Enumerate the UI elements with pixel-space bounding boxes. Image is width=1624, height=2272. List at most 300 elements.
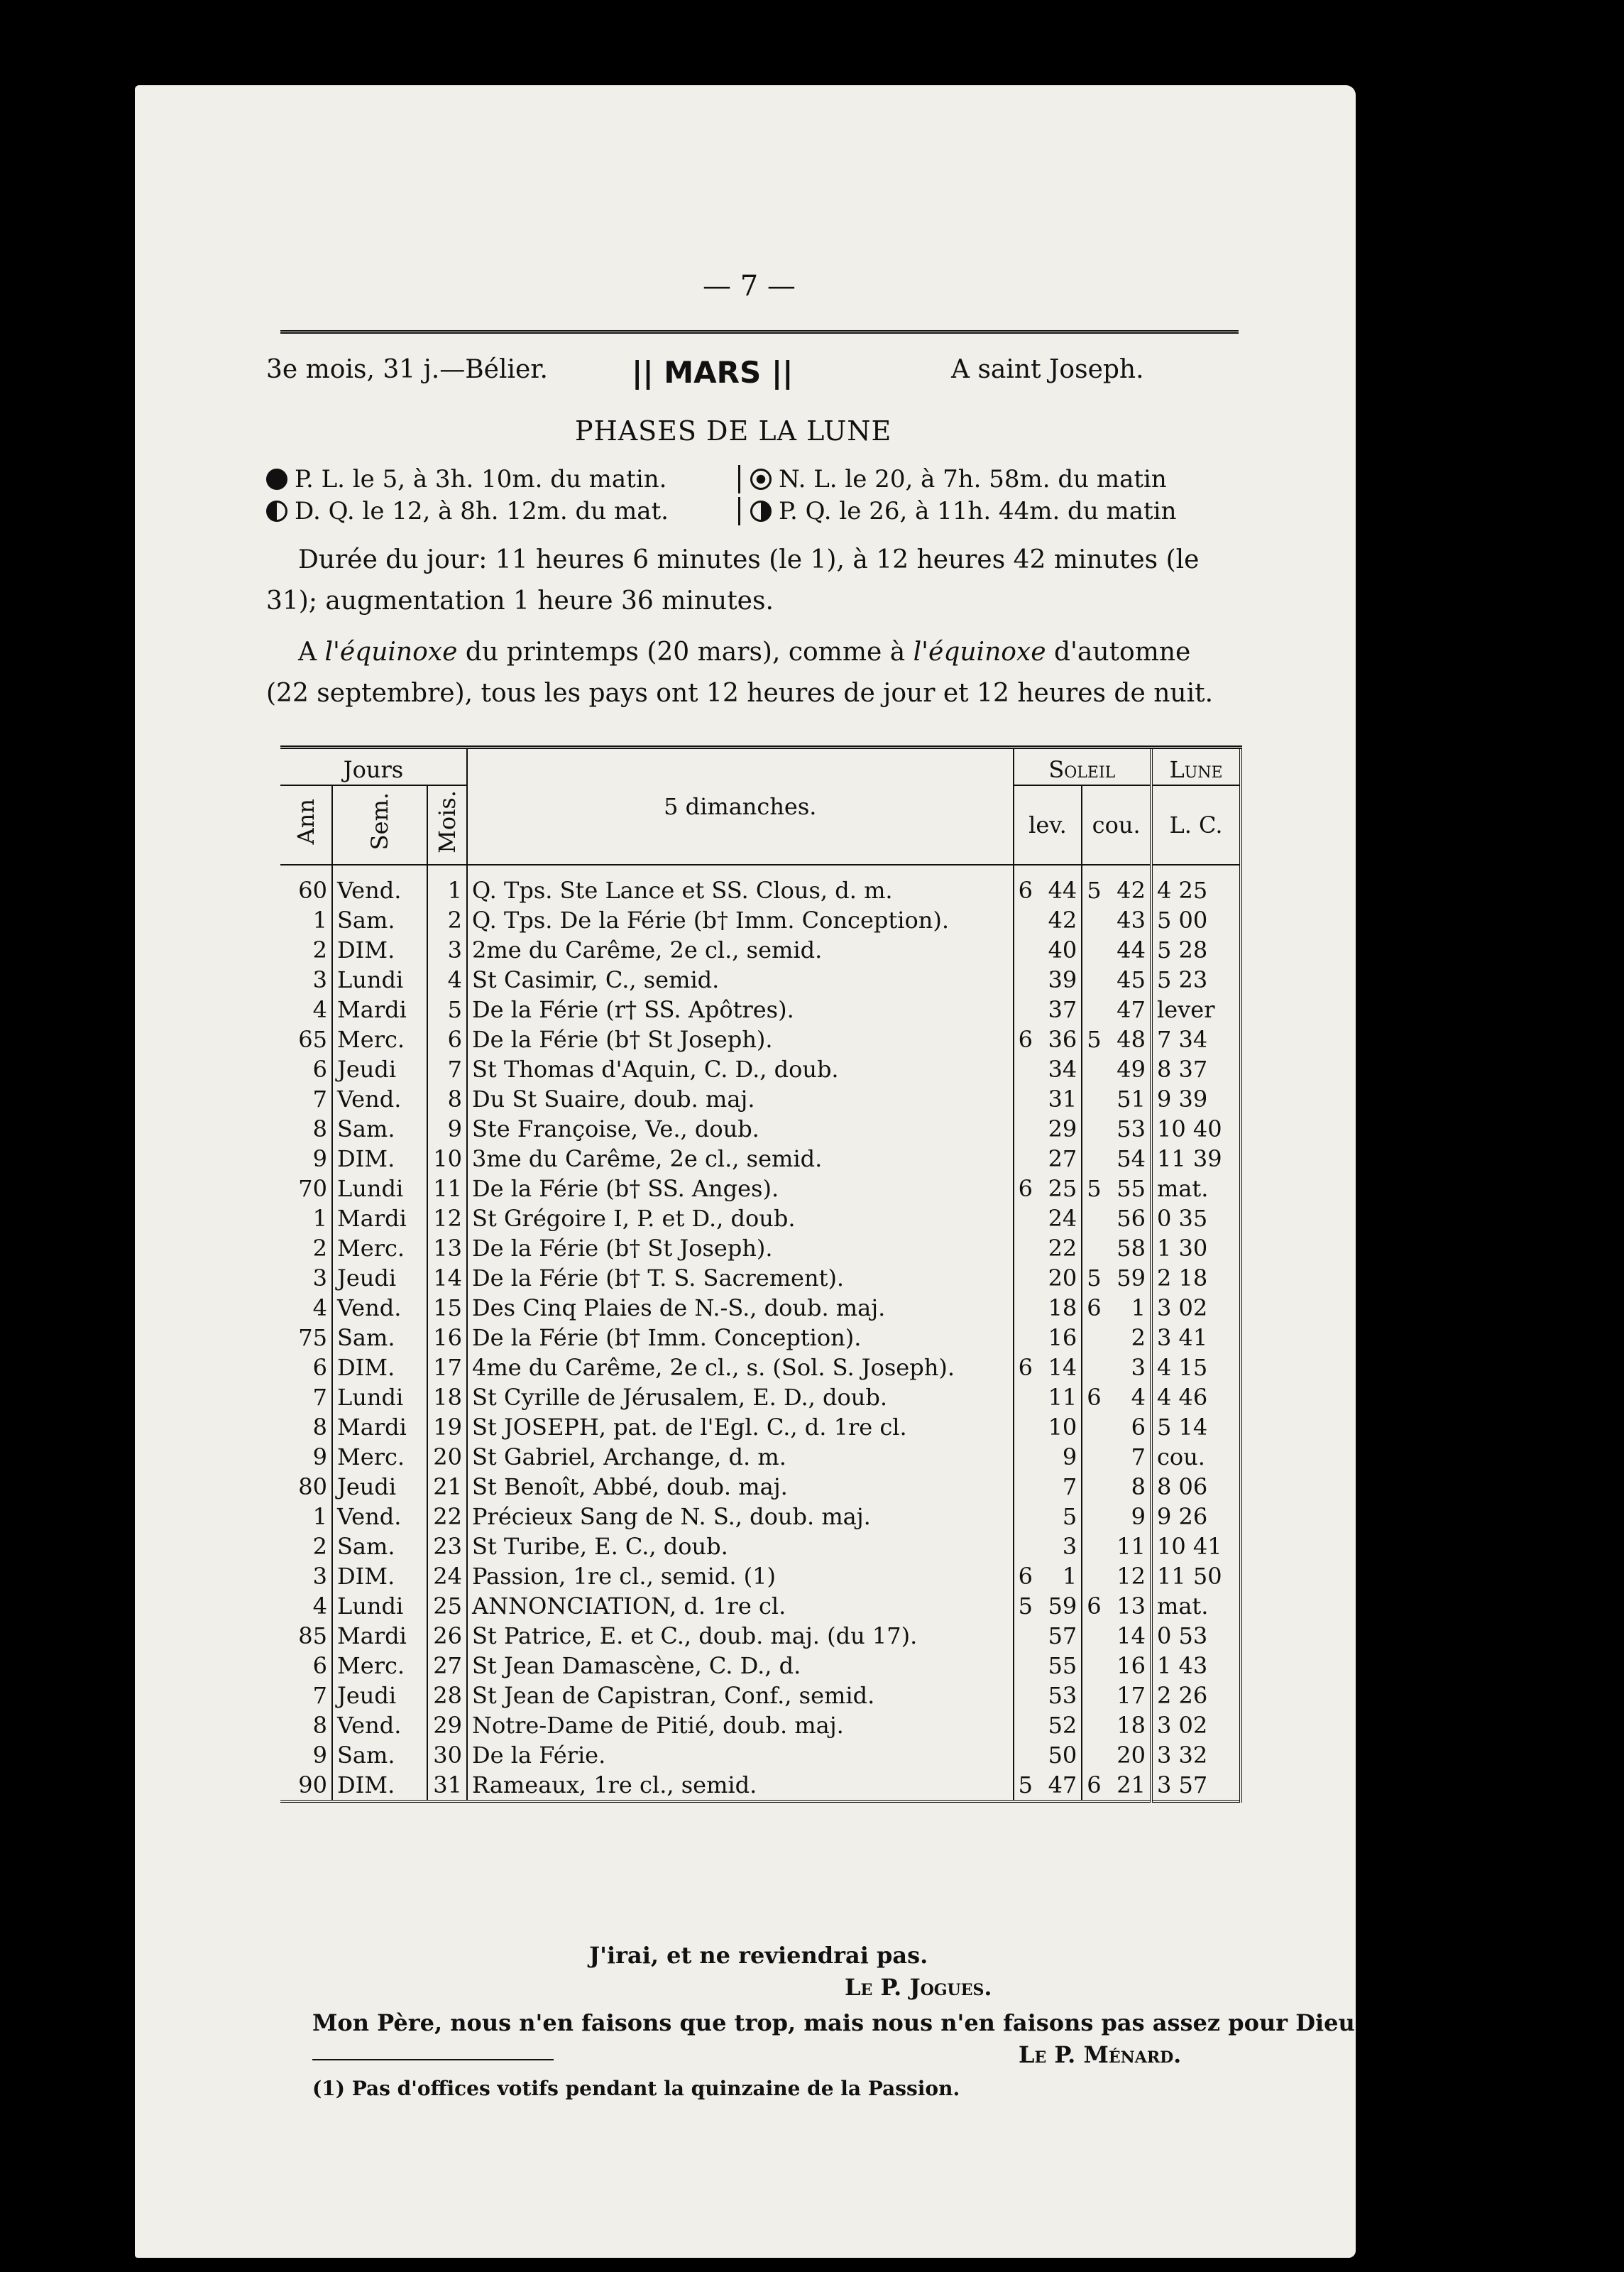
new-moon-icon — [750, 469, 772, 490]
row-sunset-hour: 5 — [1087, 1026, 1102, 1053]
row-sunrise-hour — [1014, 1323, 1044, 1353]
table-row — [280, 1203, 1241, 1233]
row-sunrise-minute: 20 — [1044, 1263, 1082, 1293]
row-month-day: 18 — [427, 1382, 467, 1412]
row-sunset-hour — [1082, 1651, 1112, 1681]
row-sunrise-hour — [1014, 935, 1044, 965]
row-weekday: Lundi — [332, 1382, 427, 1412]
row-month-day: 6 — [427, 1025, 467, 1054]
row-month-day: 19 — [427, 1412, 467, 1442]
row-sunrise-hour — [1014, 1233, 1044, 1263]
row-annual-day: 90 — [280, 1770, 332, 1801]
row-sunrise-hour — [1014, 1531, 1044, 1561]
row-sunset-hour — [1082, 1323, 1112, 1353]
row-sunset-minute: 1 — [1112, 1293, 1151, 1323]
row-sunset-hour: 6 — [1087, 1771, 1102, 1798]
table-row — [280, 1561, 1241, 1591]
calendar-table — [280, 746, 1242, 1803]
top-rule — [280, 330, 1239, 334]
row-month-day: 8 — [427, 1084, 467, 1114]
row-weekday: Lundi — [332, 1591, 427, 1621]
row-moon: 3 32 — [1151, 1740, 1241, 1770]
row-sunset-hour — [1082, 1442, 1112, 1472]
row-sunrise-hour — [1014, 1144, 1044, 1174]
row-sunset-minute: 45 — [1112, 965, 1151, 995]
row-annual-day: 3 — [280, 1263, 332, 1293]
row-sunset-minute: 2 — [1112, 1323, 1151, 1353]
row-month-day: 1 — [427, 865, 467, 905]
row-moon: 7 34 — [1151, 1025, 1241, 1054]
row-month-day: 30 — [427, 1740, 467, 1770]
row-moon: 4 25 — [1151, 865, 1241, 905]
row-feast: St Cyrille de Jérusalem, E. D., doub. — [467, 1382, 1014, 1412]
row-moon: 11 39 — [1151, 1144, 1241, 1174]
row-sunrise-minute: 5 — [1044, 1502, 1082, 1531]
row-weekday: Jeudi — [332, 1054, 427, 1084]
row-sunset-minute: 17 — [1112, 1681, 1151, 1710]
row-moon: 4 46 — [1151, 1382, 1241, 1412]
row-feast: Rameaux, 1re cl., semid. — [467, 1770, 1014, 1801]
row-annual-day: 8 — [280, 1412, 332, 1442]
row-sunset-minute: 9 — [1112, 1502, 1151, 1531]
feasts-header: 5 dimanches. — [467, 748, 1014, 865]
row-sunrise-hour: 6 — [1018, 1026, 1033, 1053]
row-moon: 8 06 — [1151, 1472, 1241, 1502]
coucher-header: cou. — [1082, 785, 1151, 865]
row-sunset-minute: 51 — [1112, 1084, 1151, 1114]
row-sunset-minute: 59 — [1112, 1263, 1151, 1293]
header-month-info: 3e mois, 31 j.—Bélier. — [266, 355, 548, 384]
table-row — [280, 1621, 1241, 1651]
row-moon: 9 26 — [1151, 1502, 1241, 1531]
table-row — [280, 1681, 1241, 1710]
row-sunset-minute: 16 — [1112, 1651, 1151, 1681]
row-sunrise-hour: 5 — [1018, 1593, 1033, 1620]
table-row — [280, 1442, 1241, 1472]
phases-title: PHASES DE LA LUNE — [575, 415, 892, 447]
row-feast: St Jean Damascène, C. D., d. — [467, 1651, 1014, 1681]
row-annual-day: 8 — [280, 1114, 332, 1144]
row-annual-day: 2 — [280, 1531, 332, 1561]
row-feast: St Patrice, E. et C., doub. maj. (du 17). — [467, 1621, 1014, 1651]
row-sunrise-minute: 50 — [1044, 1740, 1082, 1770]
row-moon: 5 23 — [1151, 965, 1241, 995]
row-sunrise-hour: 6 — [1018, 1563, 1033, 1590]
row-sunset-minute: 56 — [1112, 1203, 1151, 1233]
row-sunset-minute: 18 — [1112, 1710, 1151, 1740]
row-sunrise-hour — [1014, 1084, 1044, 1114]
row-sunrise-minute: 16 — [1044, 1323, 1082, 1353]
row-sunrise-minute: 14 — [1044, 1353, 1082, 1382]
row-sunrise-hour — [1014, 1621, 1044, 1651]
ann-header: Ann — [292, 798, 319, 845]
row-annual-day: 60 — [280, 865, 332, 905]
sem-header: Sem. — [366, 792, 393, 851]
row-sunrise-minute: 31 — [1044, 1084, 1082, 1114]
row-sunset-minute: 4 — [1112, 1382, 1151, 1412]
row-annual-day: 1 — [280, 1203, 332, 1233]
row-sunrise-hour — [1014, 1203, 1044, 1233]
row-feast: Ste Françoise, Ve., doub. — [467, 1114, 1014, 1144]
row-feast: De la Férie (r† SS. Apôtres). — [467, 995, 1014, 1025]
row-moon: 3 02 — [1151, 1293, 1241, 1323]
row-sunrise-minute: 9 — [1044, 1442, 1082, 1472]
row-sunrise-hour — [1014, 1651, 1044, 1681]
row-annual-day: 2 — [280, 935, 332, 965]
row-moon: 3 02 — [1151, 1710, 1241, 1740]
row-weekday: Sam. — [332, 1531, 427, 1561]
row-weekday: DIM. — [332, 1770, 427, 1801]
row-sunset-hour — [1082, 1531, 1112, 1561]
row-month-day: 2 — [427, 905, 467, 935]
row-sunrise-hour — [1014, 1293, 1044, 1323]
row-month-day: 15 — [427, 1293, 467, 1323]
row-sunrise-hour — [1014, 1740, 1044, 1770]
row-month-day: 7 — [427, 1054, 467, 1084]
row-sunset-hour: 5 — [1087, 1175, 1102, 1202]
row-month-day: 27 — [427, 1651, 467, 1681]
row-sunrise-minute: 27 — [1044, 1144, 1082, 1174]
row-sunrise-minute: 47 — [1044, 1770, 1082, 1801]
row-sunset-hour — [1082, 1353, 1112, 1382]
row-annual-day: 8 — [280, 1710, 332, 1740]
table-row — [280, 1233, 1241, 1263]
row-moon: cou. — [1151, 1442, 1241, 1472]
row-feast: Notre-Dame de Pitié, doub. maj. — [467, 1710, 1014, 1740]
row-annual-day: 70 — [280, 1174, 332, 1203]
phase-last-quarter: D. Q. le 12, à 8h. 12m. du mat. — [266, 497, 669, 525]
row-sunset-minute: 21 — [1112, 1770, 1151, 1801]
row-sunset-minute: 42 — [1112, 865, 1151, 905]
row-sunrise-hour — [1014, 905, 1044, 935]
row-annual-day: 6 — [280, 1651, 332, 1681]
row-moon: mat. — [1151, 1174, 1241, 1203]
row-feast: ANNONCIATION, d. 1re cl. — [467, 1591, 1014, 1621]
row-moon: 2 18 — [1151, 1263, 1241, 1293]
row-annual-day: 1 — [280, 905, 332, 935]
table-row — [280, 1144, 1241, 1174]
row-moon: 5 28 — [1151, 935, 1241, 965]
row-sunset-minute: 7 — [1112, 1442, 1151, 1472]
soleil-header: Soleil — [1014, 748, 1151, 786]
row-sunrise-minute: 11 — [1044, 1382, 1082, 1412]
row-weekday: Merc. — [332, 1233, 427, 1263]
row-annual-day: 4 — [280, 1591, 332, 1621]
row-month-day: 12 — [427, 1203, 467, 1233]
row-feast: Q. Tps. De la Férie (b† Imm. Conception). — [467, 905, 1014, 935]
table-row — [280, 965, 1241, 995]
row-feast: St Thomas d'Aquin, C. D., doub. — [467, 1054, 1014, 1084]
lune-header: Lune — [1151, 748, 1241, 786]
row-annual-day: 7 — [280, 1382, 332, 1412]
row-weekday: Vend. — [332, 1502, 427, 1531]
table-row — [280, 1591, 1241, 1621]
quote-jogues-author: Le P. Jogues. — [845, 1974, 992, 2001]
row-sunset-hour — [1082, 995, 1112, 1025]
last-quarter-icon — [266, 501, 287, 522]
row-month-day: 17 — [427, 1353, 467, 1382]
row-weekday: Jeudi — [332, 1263, 427, 1293]
table-row — [280, 1054, 1241, 1084]
row-moon: 2 26 — [1151, 1681, 1241, 1710]
quote-menard-author: Le P. Ménard. — [1019, 2041, 1182, 2068]
row-sunrise-hour — [1014, 1114, 1044, 1144]
row-annual-day: 75 — [280, 1323, 332, 1353]
row-annual-day: 85 — [280, 1621, 332, 1651]
row-month-day: 22 — [427, 1502, 467, 1531]
row-sunrise-minute: 10 — [1044, 1412, 1082, 1442]
row-sunset-hour: 6 — [1087, 1294, 1102, 1321]
row-sunset-hour — [1082, 1740, 1112, 1770]
phase-full-moon: P. L. le 5, à 3h. 10m. du matin. — [266, 465, 666, 493]
row-weekday: Jeudi — [332, 1681, 427, 1710]
row-sunrise-minute: 24 — [1044, 1203, 1082, 1233]
row-weekday: Sam. — [332, 1114, 427, 1144]
row-sunset-hour — [1082, 1472, 1112, 1502]
row-sunset-hour: 6 — [1087, 1384, 1102, 1411]
row-month-day: 9 — [427, 1114, 467, 1144]
row-sunset-hour — [1082, 1710, 1112, 1740]
row-feast: De la Férie (b† St Joseph). — [467, 1233, 1014, 1263]
table-row — [280, 1174, 1241, 1203]
row-moon: 11 50 — [1151, 1561, 1241, 1591]
row-month-day: 4 — [427, 965, 467, 995]
row-moon: 4 15 — [1151, 1353, 1241, 1382]
row-moon: 1 43 — [1151, 1651, 1241, 1681]
row-annual-day: 7 — [280, 1084, 332, 1114]
row-moon: 3 41 — [1151, 1323, 1241, 1353]
row-sunset-minute: 53 — [1112, 1114, 1151, 1144]
row-sunset-minute: 13 — [1112, 1591, 1151, 1621]
row-sunset-hour — [1082, 1084, 1112, 1114]
row-feast: Du St Suaire, doub. maj. — [467, 1084, 1014, 1114]
page-number: — 7 — — [703, 270, 796, 302]
row-month-day: 29 — [427, 1710, 467, 1740]
row-sunrise-hour: 6 — [1018, 1354, 1033, 1381]
row-month-day: 28 — [427, 1681, 467, 1710]
row-sunrise-hour — [1014, 1442, 1044, 1472]
table-row — [280, 865, 1241, 905]
row-sunrise-hour — [1014, 1502, 1044, 1531]
row-sunrise-minute: 25 — [1044, 1174, 1082, 1203]
row-month-day: 13 — [427, 1233, 467, 1263]
row-sunset-minute: 44 — [1112, 935, 1151, 965]
row-sunset-hour — [1082, 1233, 1112, 1263]
row-annual-day: 65 — [280, 1025, 332, 1054]
row-sunset-hour — [1082, 965, 1112, 995]
row-feast: De la Férie (b† SS. Anges). — [467, 1174, 1014, 1203]
row-feast: De la Férie. — [467, 1740, 1014, 1770]
row-weekday: Sam. — [332, 1323, 427, 1353]
day-duration-text: Durée du jour: 11 heures 6 minutes (le 1), à 12 heures 42 minutes (le 31); augmentation 1 heure 36 minutes. — [266, 545, 1200, 616]
header-dedication: A saint Joseph. — [951, 355, 1144, 384]
row-sunrise-minute: 36 — [1044, 1025, 1082, 1054]
row-sunrise-minute: 39 — [1044, 965, 1082, 995]
row-sunrise-minute: 52 — [1044, 1710, 1082, 1740]
row-sunset-minute: 55 — [1112, 1174, 1151, 1203]
row-sunset-hour: 6 — [1087, 1593, 1102, 1620]
lune-lc-header: L. C. — [1151, 785, 1241, 865]
row-annual-day: 4 — [280, 995, 332, 1025]
first-quarter-icon — [750, 501, 772, 522]
row-sunrise-minute: 1 — [1044, 1561, 1082, 1591]
row-weekday: Jeudi — [332, 1472, 427, 1502]
lever-header: lev. — [1014, 785, 1082, 865]
row-month-day: 11 — [427, 1174, 467, 1203]
row-sunset-minute: 48 — [1112, 1025, 1151, 1054]
table-row — [280, 1114, 1241, 1144]
table-row — [280, 1084, 1241, 1114]
table-row — [280, 995, 1241, 1025]
row-month-day: 21 — [427, 1472, 467, 1502]
row-feast: De la Férie (b† St Joseph). — [467, 1025, 1014, 1054]
row-weekday: Merc. — [332, 1651, 427, 1681]
row-weekday: Sam. — [332, 905, 427, 935]
row-sunrise-minute: 34 — [1044, 1054, 1082, 1084]
row-weekday: Mardi — [332, 1203, 427, 1233]
row-moon: 5 00 — [1151, 905, 1241, 935]
row-annual-day: 80 — [280, 1472, 332, 1502]
row-month-day: 10 — [427, 1144, 467, 1174]
row-weekday: Vend. — [332, 1710, 427, 1740]
footnote-rule — [312, 2059, 554, 2060]
equinox-text: A l'équinoxe du printemps (20 mars), comme à l'équinoxe d'automne (22 septembre), tous les pays ont 12 heures de jour et 12 heures de nuit. — [266, 638, 1214, 708]
row-month-day: 24 — [427, 1561, 467, 1591]
row-sunrise-minute: 59 — [1044, 1591, 1082, 1621]
full-moon-icon — [266, 469, 287, 490]
row-weekday: Merc. — [332, 1442, 427, 1472]
table-row — [280, 1472, 1241, 1502]
row-sunset-hour — [1082, 1412, 1112, 1442]
row-feast: St Turibe, E. C., doub. — [467, 1531, 1014, 1561]
phase-new-moon: N. L. le 20, à 7h. 58m. du matin — [738, 465, 1167, 493]
row-annual-day: 9 — [280, 1740, 332, 1770]
row-sunset-minute: 8 — [1112, 1472, 1151, 1502]
row-sunset-minute: 14 — [1112, 1621, 1151, 1651]
row-month-day: 26 — [427, 1621, 467, 1651]
row-moon: 8 37 — [1151, 1054, 1241, 1084]
row-sunrise-minute: 37 — [1044, 995, 1082, 1025]
table-row — [280, 1382, 1241, 1412]
row-month-day: 25 — [427, 1591, 467, 1621]
row-feast: 3me du Carême, 2e cl., semid. — [467, 1144, 1014, 1174]
row-weekday: DIM. — [332, 1561, 427, 1591]
row-sunset-minute: 49 — [1112, 1054, 1151, 1084]
row-sunset-minute: 47 — [1112, 995, 1151, 1025]
row-sunset-minute: 12 — [1112, 1561, 1151, 1591]
row-sunset-hour — [1082, 1144, 1112, 1174]
row-sunset-minute: 6 — [1112, 1412, 1151, 1442]
row-sunrise-hour — [1014, 1382, 1044, 1412]
row-annual-day: 1 — [280, 1502, 332, 1531]
row-sunrise-minute: 22 — [1044, 1233, 1082, 1263]
row-feast: St Casimir, C., semid. — [467, 965, 1014, 995]
row-sunrise-hour — [1014, 1681, 1044, 1710]
table-row — [280, 1770, 1241, 1801]
row-month-day: 3 — [427, 935, 467, 965]
row-sunset-hour — [1082, 1502, 1112, 1531]
row-month-day: 23 — [427, 1531, 467, 1561]
row-sunrise-minute: 40 — [1044, 935, 1082, 965]
row-feast: 4me du Carême, 2e cl., s. (Sol. S. Joseph). — [467, 1353, 1014, 1382]
row-moon: 9 39 — [1151, 1084, 1241, 1114]
row-sunrise-minute: 55 — [1044, 1651, 1082, 1681]
row-moon: mat. — [1151, 1591, 1241, 1621]
row-feast: Précieux Sang de N. S., doub. maj. — [467, 1502, 1014, 1531]
row-sunset-hour — [1082, 1114, 1112, 1144]
row-feast: Passion, 1re cl., semid. (1) — [467, 1561, 1014, 1591]
row-moon: 0 35 — [1151, 1203, 1241, 1233]
row-sunrise-minute: 42 — [1044, 905, 1082, 935]
row-annual-day: 6 — [280, 1054, 332, 1084]
row-annual-day: 6 — [280, 1353, 332, 1382]
row-sunrise-minute: 18 — [1044, 1293, 1082, 1323]
row-sunrise-hour — [1014, 1412, 1044, 1442]
table-row — [280, 1502, 1241, 1531]
table-row — [280, 935, 1241, 965]
table-row — [280, 1293, 1241, 1323]
row-weekday: Lundi — [332, 965, 427, 995]
row-sunrise-hour — [1014, 1263, 1044, 1293]
row-annual-day: 9 — [280, 1144, 332, 1174]
row-feast: De la Férie (b† Imm. Conception). — [467, 1323, 1014, 1353]
row-month-day: 5 — [427, 995, 467, 1025]
row-weekday: Vend. — [332, 1293, 427, 1323]
row-moon: 0 53 — [1151, 1621, 1241, 1651]
row-sunrise-hour: 6 — [1018, 877, 1033, 904]
row-sunrise-minute: 44 — [1044, 865, 1082, 905]
row-month-day: 20 — [427, 1442, 467, 1472]
row-weekday: DIM. — [332, 1144, 427, 1174]
jours-header: Jours — [280, 748, 467, 786]
row-feast: De la Férie (b† T. S. Sacrement). — [467, 1263, 1014, 1293]
row-weekday: Merc. — [332, 1025, 427, 1054]
row-annual-day: 3 — [280, 1561, 332, 1591]
row-sunset-hour — [1082, 1054, 1112, 1084]
row-weekday: Mardi — [332, 1621, 427, 1651]
mois-header: Mois. — [434, 790, 461, 853]
row-annual-day: 4 — [280, 1293, 332, 1323]
table-row — [280, 1263, 1241, 1293]
row-sunrise-hour: 5 — [1018, 1771, 1033, 1798]
row-sunset-minute: 43 — [1112, 905, 1151, 935]
row-sunset-minute: 54 — [1112, 1144, 1151, 1174]
row-sunrise-hour — [1014, 965, 1044, 995]
row-moon: 10 40 — [1151, 1114, 1241, 1144]
table-row — [280, 1323, 1241, 1353]
row-annual-day: 9 — [280, 1442, 332, 1472]
row-annual-day: 2 — [280, 1233, 332, 1263]
row-feast: St Jean de Capistran, Conf., semid. — [467, 1681, 1014, 1710]
row-sunset-hour — [1082, 1681, 1112, 1710]
row-sunrise-hour: 6 — [1018, 1175, 1033, 1202]
table-row — [280, 1025, 1241, 1054]
row-sunset-hour — [1082, 1561, 1112, 1591]
table-row — [280, 1353, 1241, 1382]
row-weekday: Lundi — [332, 1174, 427, 1203]
row-annual-day: 3 — [280, 965, 332, 995]
row-sunrise-hour — [1014, 995, 1044, 1025]
row-feast: St JOSEPH, pat. de l'Egl. C., d. 1re cl. — [467, 1412, 1014, 1442]
row-month-day: 14 — [427, 1263, 467, 1293]
quote-menard: Mon Père, nous n'en faisons que trop, mais nous n'en faisons pas assez pour Dieu — [312, 2009, 1355, 2036]
row-month-day: 31 — [427, 1770, 467, 1801]
row-sunrise-minute: 57 — [1044, 1621, 1082, 1651]
row-sunrise-minute: 53 — [1044, 1681, 1082, 1710]
row-sunrise-minute: 3 — [1044, 1531, 1082, 1561]
row-sunset-minute: 11 — [1112, 1531, 1151, 1561]
row-feast: St Gabriel, Archange, d. m. — [467, 1442, 1014, 1472]
